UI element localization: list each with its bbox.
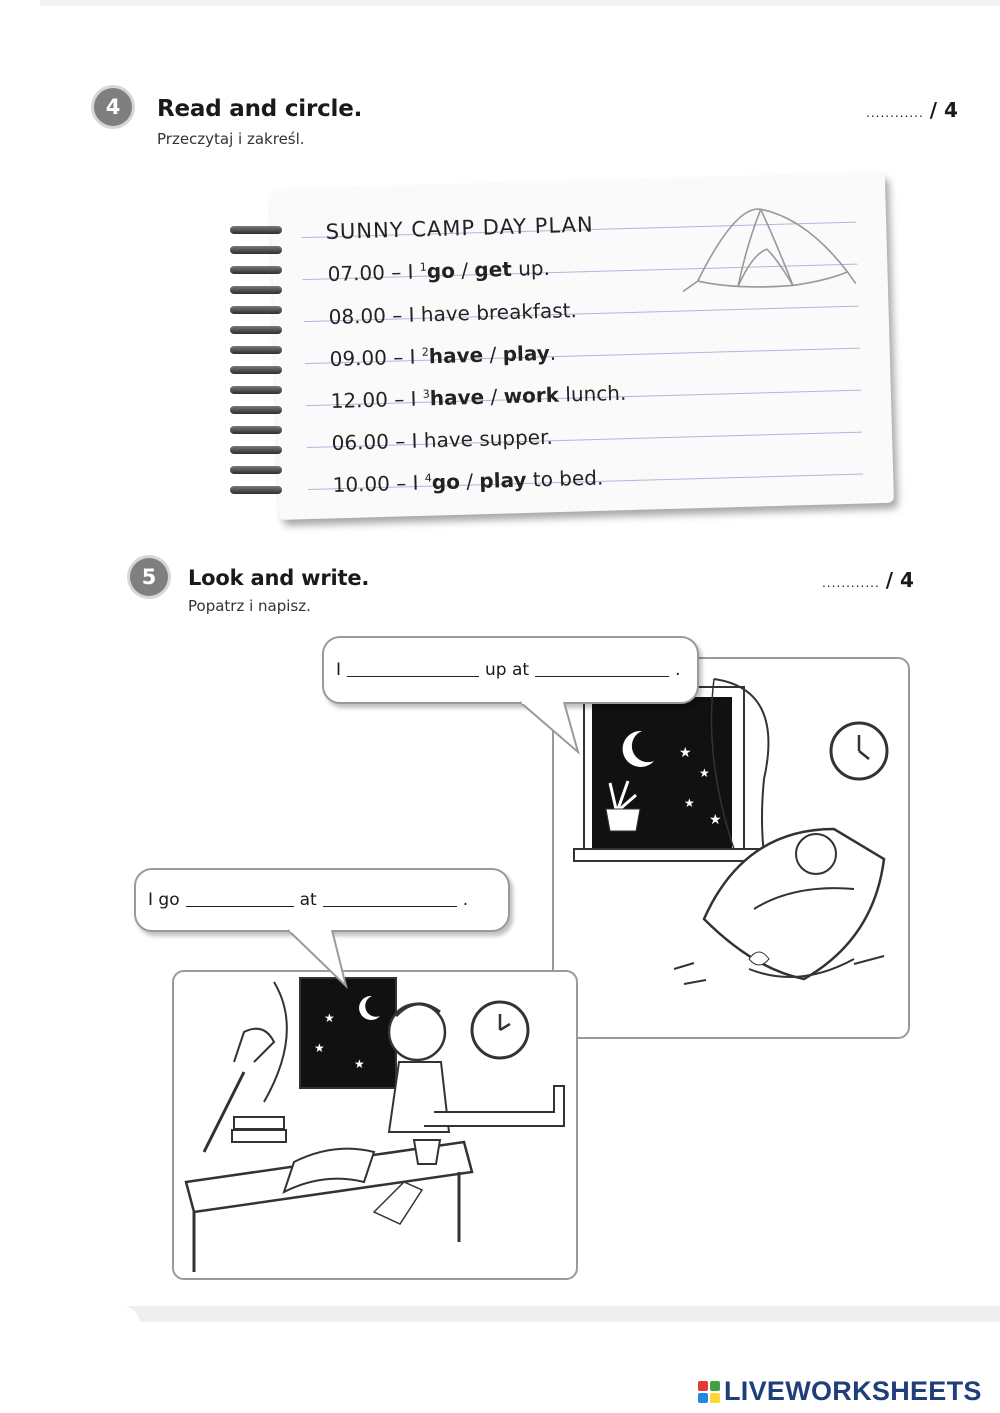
answer-blank[interactable] xyxy=(535,663,669,677)
picture-bedtime-boy xyxy=(172,970,578,1280)
svg-text:★: ★ xyxy=(709,812,722,828)
choice-option[interactable]: have xyxy=(429,384,485,411)
ring xyxy=(230,446,282,454)
ring xyxy=(230,486,282,494)
logo-text: LIVEWORKSHEETS xyxy=(724,1376,982,1406)
ring xyxy=(230,426,282,434)
score-blank: ............ xyxy=(866,106,924,120)
choice-option[interactable]: go xyxy=(426,258,456,284)
exercise-number-badge xyxy=(94,88,132,126)
score-total: / 4 xyxy=(929,98,958,122)
ring xyxy=(230,306,282,314)
bubble-text: . xyxy=(675,660,681,680)
baby-waking-illustration xyxy=(554,659,910,1039)
ring xyxy=(230,406,282,414)
answer-blank[interactable] xyxy=(323,893,457,907)
ring xyxy=(230,266,282,274)
picture-morning-baby xyxy=(552,657,910,1039)
item-number: 1 xyxy=(419,260,427,274)
exercise-title: Look and write. xyxy=(188,566,370,590)
bubble-text: I xyxy=(336,660,342,680)
ring xyxy=(230,246,282,254)
item-number: 4 xyxy=(424,471,432,485)
ring xyxy=(230,466,282,474)
plan-time: 07.00 – I xyxy=(327,259,414,286)
bubble-text: I go xyxy=(148,890,180,910)
plan-rest: . xyxy=(549,340,557,365)
tent-icon xyxy=(675,192,858,307)
svg-text:★: ★ xyxy=(314,1041,325,1055)
bubble-text: . xyxy=(462,890,469,910)
ring xyxy=(230,386,282,394)
plan-time: 08.00 – I have breakfast. xyxy=(328,298,578,329)
plan-time: 12.00 – I xyxy=(330,386,417,413)
choice-option[interactable]: go xyxy=(431,469,461,495)
speech-bubble-tail xyxy=(520,700,590,756)
item-number: 3 xyxy=(422,387,430,401)
plan-rest: up. xyxy=(511,255,551,281)
exercise-number: 4 xyxy=(105,95,121,119)
exercise-number: 5 xyxy=(141,565,157,589)
choice-option[interactable]: have xyxy=(428,342,484,369)
choice-separator: / xyxy=(483,384,504,409)
speech-bubble-go-to-bed xyxy=(134,868,510,932)
plan-time: 06.00 – I have supper. xyxy=(331,424,554,455)
liveworksheets-logo xyxy=(698,1376,982,1407)
page-footer-bar xyxy=(68,1306,1000,1322)
plan-time: 09.00 – I xyxy=(329,344,416,371)
ring xyxy=(230,326,282,334)
logo-square xyxy=(710,1381,720,1391)
plan-rest: lunch. xyxy=(558,380,627,407)
choice-option[interactable]: get xyxy=(474,256,513,282)
page-footer-tab xyxy=(68,1306,140,1324)
notebook-title: SUNNY CAMP DAY PLAN xyxy=(325,212,594,244)
ring xyxy=(230,346,282,354)
logo-square xyxy=(698,1393,708,1403)
score-box[interactable] xyxy=(866,98,958,122)
item-number: 2 xyxy=(421,345,429,359)
notebook-rings xyxy=(230,220,290,510)
logo-square xyxy=(698,1381,708,1391)
ring xyxy=(230,226,282,234)
svg-text:★: ★ xyxy=(684,796,695,810)
choice-option[interactable]: work xyxy=(503,382,560,409)
score-total: / 4 xyxy=(885,568,914,592)
svg-text:★: ★ xyxy=(679,745,692,761)
score-blank: ............ xyxy=(822,576,880,590)
top-rule xyxy=(40,0,1000,6)
speech-bubble-wake-up xyxy=(322,636,699,704)
plan-time: 10.00 – I xyxy=(332,470,419,497)
score-box[interactable] xyxy=(822,568,914,592)
svg-text:★: ★ xyxy=(699,766,710,780)
ring xyxy=(230,286,282,294)
choice-separator: / xyxy=(454,257,475,283)
choice-option[interactable]: play xyxy=(479,467,527,493)
liveworksheets-logo-icon xyxy=(698,1381,720,1403)
choice-separator: / xyxy=(459,468,480,494)
bubble-text: up at xyxy=(485,660,530,680)
svg-text:★: ★ xyxy=(354,1057,365,1071)
speech-bubble-tail xyxy=(288,928,358,990)
choice-separator: / xyxy=(482,342,503,367)
logo-square xyxy=(710,1393,720,1403)
ring xyxy=(230,366,282,374)
exercise-number-badge xyxy=(130,558,168,596)
answer-blank[interactable] xyxy=(186,893,294,907)
answer-blank[interactable] xyxy=(347,663,479,677)
exercise-title: Read and circle. xyxy=(157,96,363,122)
choice-option[interactable]: play xyxy=(502,340,551,367)
bubble-text: at xyxy=(299,890,317,910)
boy-bedtime-illustration xyxy=(174,972,578,1280)
plan-rest: to bed. xyxy=(526,465,604,492)
svg-text:★: ★ xyxy=(324,1011,335,1025)
exercise-subtitle: Popatrz i napisz. xyxy=(188,597,311,615)
exercise-subtitle: Przeczytaj i zakreśl. xyxy=(157,130,305,148)
